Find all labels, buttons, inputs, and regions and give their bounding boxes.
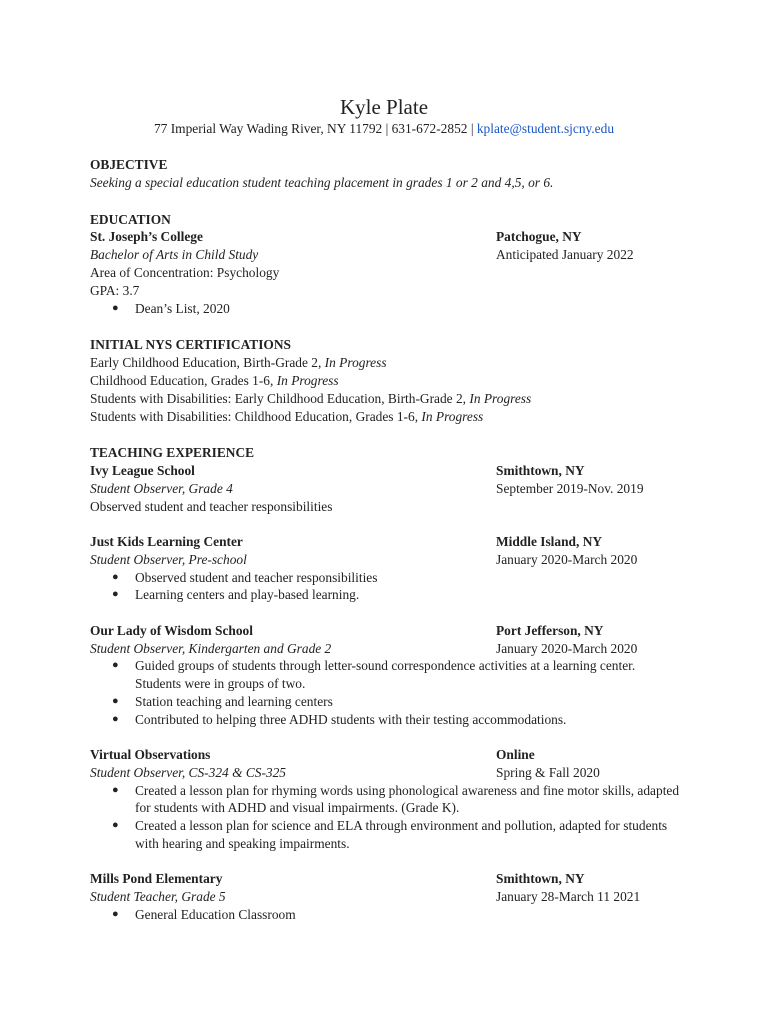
list-item <box>90 586 690 604</box>
job-org: Just Kids Learning Center <box>90 534 243 550</box>
certification-item <box>90 390 690 408</box>
experience-heading: TEACHING EXPERIENCE <box>90 445 255 461</box>
contact-text: 77 Imperial Way Wading River, NY 11792 | 631-672-2852 | <box>153 121 477 136</box>
job-description: Observed student and teacher responsibilities <box>90 498 333 514</box>
contact-line <box>78 120 690 137</box>
job-role: Student Teacher, Grade 5 <box>90 889 226 905</box>
job-role: Student Observer, Pre-school <box>90 551 247 567</box>
certification-name: Early Childhood Education, Birth-Grade 2, <box>90 355 325 371</box>
education-degree-row <box>90 246 690 264</box>
job-bullets <box>90 657 690 728</box>
bullet-text: Guided groups of students through letter-sound correspondence activities at a learning center. Students were in groups of two. <box>135 658 636 692</box>
job-entry-ivy-league <box>90 462 690 515</box>
education-header-row <box>90 228 690 246</box>
list-item <box>90 569 690 587</box>
degree-date: Anticipated January 2022 <box>496 247 634 263</box>
bullet-text: Observed student and teacher responsibilities <box>135 569 378 585</box>
list-item <box>90 906 690 924</box>
job-entry-our-lady-of-wisdom <box>90 622 690 729</box>
bullet-icon: ● <box>112 301 119 314</box>
concentration: Area of Concentration: Psychology <box>90 264 280 280</box>
job-bullets <box>90 906 690 924</box>
bullet-icon: ● <box>112 570 119 583</box>
education-heading: EDUCATION <box>90 211 171 227</box>
certification-status: In Progress <box>421 408 484 424</box>
bullet-icon: ● <box>112 819 119 832</box>
job-role-row <box>90 551 690 569</box>
job-date: Spring & Fall 2020 <box>496 764 600 780</box>
job-role-row <box>90 480 690 498</box>
list-item <box>90 693 690 711</box>
job-role-row <box>90 888 690 906</box>
list-item <box>90 300 690 318</box>
job-org: Mills Pond Elementary <box>90 871 223 887</box>
bullet-text: Created a lesson plan for science and ELA through environment and pollution, adapted for students with hearing and speaking impairments. <box>135 818 668 851</box>
bullet-text: Station teaching and learning centers <box>135 693 333 709</box>
email-link[interactable]: kplate@student.sjcny.edu <box>476 121 615 136</box>
job-bullets <box>90 782 690 853</box>
job-location: Port Jefferson, NY <box>496 622 604 638</box>
job-header-row <box>90 746 690 764</box>
certification-item <box>90 372 690 390</box>
school-name: St. Joseph’s College <box>90 229 203 245</box>
list-item <box>90 657 690 693</box>
gpa: GPA: 3.7 <box>90 282 140 298</box>
job-org: Our Lady of Wisdom School <box>90 622 253 638</box>
bullet-icon: ● <box>112 783 119 796</box>
bullet-icon: ● <box>112 907 119 920</box>
list-item <box>90 817 690 853</box>
job-role-row <box>90 764 690 782</box>
job-date: January 2020-March 2020 <box>496 640 638 656</box>
objective-text: Seeking a special education student teaching placement in grades 1 or 2 and 4,5, or 6. <box>90 174 554 190</box>
job-entry-just-kids <box>90 533 690 604</box>
objective-heading: OBJECTIVE <box>90 157 168 172</box>
job-entry-virtual-observations <box>90 746 690 853</box>
job-header-row <box>90 462 690 480</box>
certification-name: Students with Disabilities: Childhood Education, Grades 1-6, <box>90 408 422 424</box>
bullet-icon: ● <box>112 659 119 672</box>
bullet-icon: ● <box>112 588 119 601</box>
honors-list <box>90 300 690 318</box>
bullet-text: Created a lesson plan for rhyming words using phonological awareness and fine motor skills, adapted for students with ADHD and visual impairments. (Grade K). <box>135 782 680 816</box>
certification-status: In Progress <box>324 355 387 371</box>
job-date: September 2019-Nov. 2019 <box>496 480 644 496</box>
degree: Bachelor of Arts in Child Study <box>90 247 259 263</box>
job-header-row <box>90 533 690 551</box>
resume-name: Kyle Plate <box>339 95 429 119</box>
job-role: Student Observer, CS-324 & CS-325 <box>90 764 287 780</box>
certification-item <box>90 408 690 426</box>
certifications-heading: INITIAL NYS CERTIFICATIONS <box>90 337 291 353</box>
bullet-text: Learning centers and play-based learning. <box>135 587 360 603</box>
job-org: Virtual Observations <box>90 747 211 763</box>
certification-status: In Progress <box>276 372 339 388</box>
bullet-icon: ● <box>112 712 119 725</box>
honor-text: Dean’s List, 2020 <box>135 300 230 316</box>
certification-name: Childhood Education, Grades 1-6, <box>90 372 277 388</box>
job-header-row <box>90 622 690 640</box>
certification-item <box>90 354 690 372</box>
job-role-row <box>90 640 690 658</box>
job-date: January 2020-March 2020 <box>496 551 638 567</box>
bullet-text: General Education Classroom <box>135 906 296 922</box>
job-role: Student Observer, Kindergarten and Grade 2 <box>90 640 332 656</box>
bullet-icon: ● <box>112 694 119 707</box>
job-entry-mills-pond <box>90 870 690 923</box>
job-org: Ivy League School <box>90 463 195 479</box>
bullet-text: Contributed to helping three ADHD students with their testing accommodations. <box>135 711 567 727</box>
school-location: Patchogue, NY <box>496 229 582 245</box>
certification-name: Students with Disabilities: Early Childhood Education, Birth-Grade 2, <box>90 390 470 406</box>
job-location: Online <box>496 747 535 763</box>
certification-status: In Progress <box>469 390 532 406</box>
list-item <box>90 782 690 818</box>
job-location: Middle Island, NY <box>496 534 603 550</box>
job-role: Student Observer, Grade 4 <box>90 480 233 496</box>
resume-page <box>90 94 690 924</box>
job-date: January 28-March 11 2021 <box>496 889 641 905</box>
job-location: Smithtown, NY <box>496 871 585 887</box>
job-header-row <box>90 870 690 888</box>
list-item <box>90 711 690 729</box>
job-location: Smithtown, NY <box>496 463 585 479</box>
job-bullets <box>90 569 690 605</box>
